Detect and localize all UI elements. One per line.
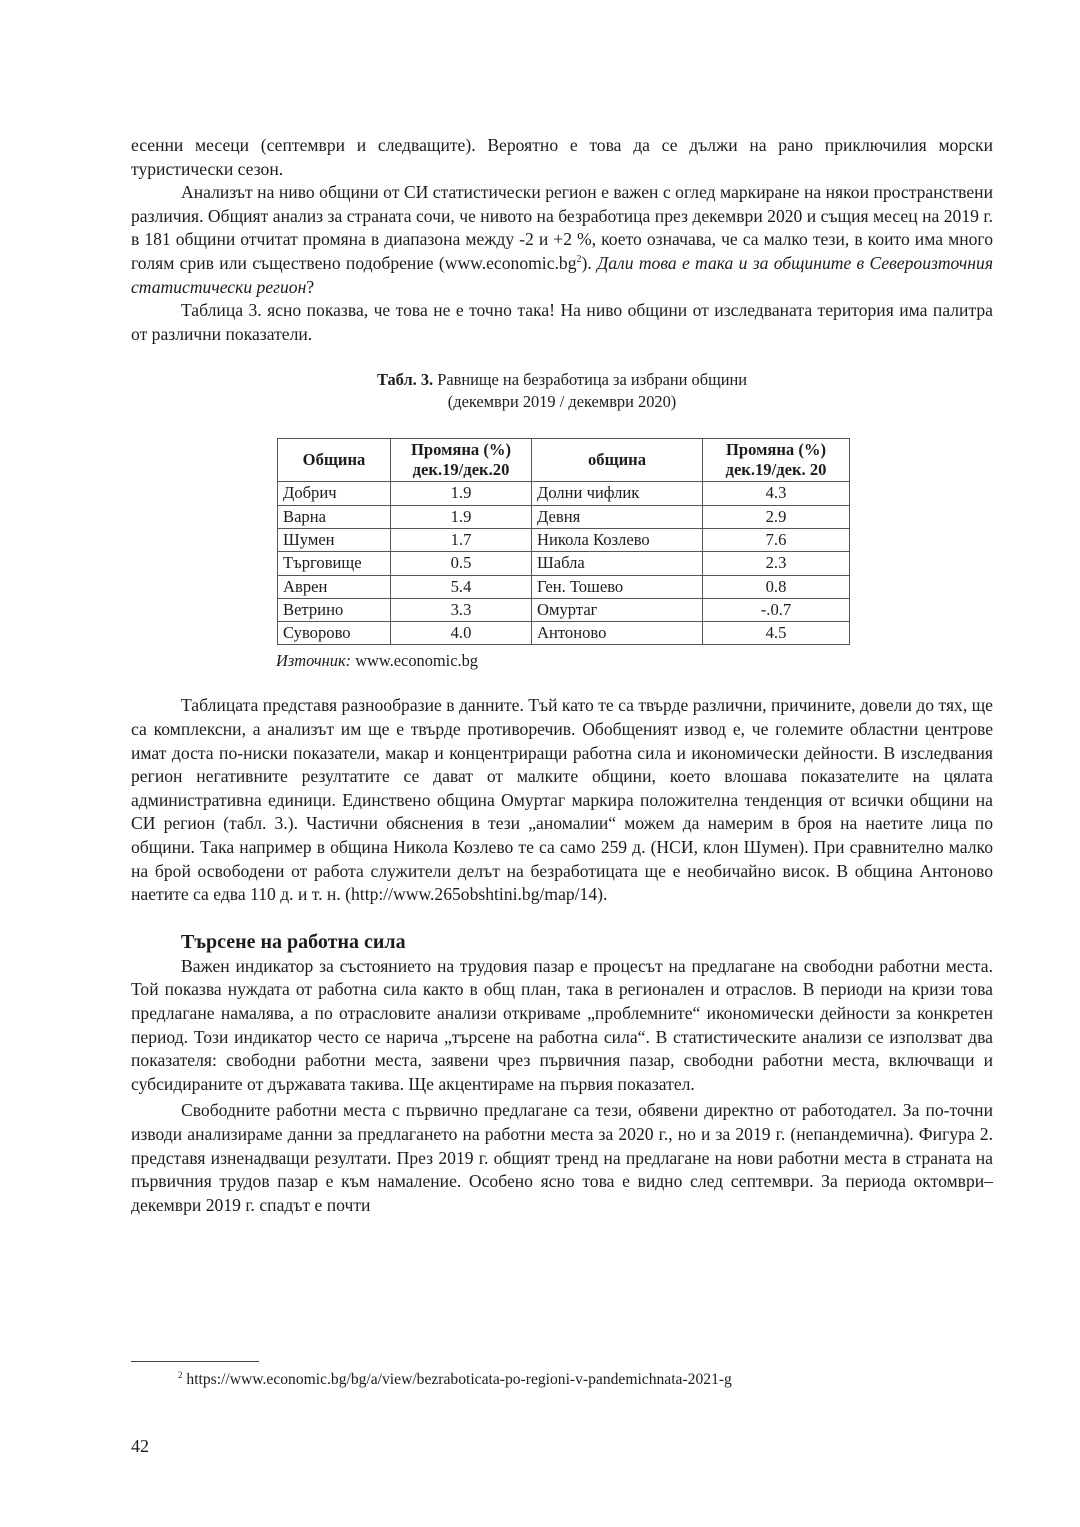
cell-municipality-1: Добрич xyxy=(278,482,391,505)
table-row xyxy=(278,528,850,551)
paragraph-6: Свободните работни места с първично предлагане са тези, обявени директно от работодател. За по-точни изводи анализираме данни за предлагането на работни места за 2020 г., но и за 2019 г. (непандемична). Фигура 2. представя изненадващи резултати. През 2019 г. общият тренд на предлагане на нови работни места в страната на първичния трудов пазар е към намаление. Особено ясно това е видно след септември. За периода октомври–декември 2019 г. спадът е почти xyxy=(131,1100,993,1215)
source-value: www.economic.bg xyxy=(351,651,478,671)
table-header-row xyxy=(278,439,850,482)
cell-change-1: 1.7 xyxy=(391,528,532,551)
paragraph-2-after: ). xyxy=(581,252,598,273)
paragraph-2-question: Дали това е така и за общините в Североизточния статистически регион xyxy=(131,252,993,297)
footnote-divider xyxy=(131,1361,259,1362)
cell-change-2: 2.3 xyxy=(703,552,850,575)
cell-municipality-2: Долни чифлик xyxy=(532,482,703,505)
table-source xyxy=(276,650,993,672)
cell-municipality-1: Ветрино xyxy=(278,598,391,621)
source-label: Източник: xyxy=(276,651,352,671)
footnote-number: 2 xyxy=(178,1369,183,1380)
cell-municipality-1: Търговище xyxy=(278,552,391,575)
cell-municipality-2: Антоново xyxy=(532,622,703,645)
footnote-link[interactable]: https://www.economic.bg/bg/a/view/bezraboticata-po-regioni-v-pandemichnata-2021-g xyxy=(182,1371,732,1388)
table-row xyxy=(278,482,850,505)
table-row xyxy=(278,598,850,621)
cell-municipality-1: Варна xyxy=(278,505,391,528)
table-caption-label: Табл. 3. xyxy=(376,370,434,390)
cell-municipality-1: Шумен xyxy=(278,528,391,551)
cell-change-1: 5.4 xyxy=(391,575,532,598)
footnote-ref[interactable]: 2 xyxy=(576,254,582,266)
cell-change-1: 1.9 xyxy=(391,505,532,528)
table-caption-subtitle: (декември 2019 / декември 2020) xyxy=(447,392,677,412)
unemployment-table xyxy=(277,438,850,645)
paragraph-2-source: (www.economic.bg xyxy=(433,252,577,273)
cell-change-1: 4.0 xyxy=(391,622,532,645)
cell-change-2: 4.3 xyxy=(703,482,850,505)
cell-municipality-2: Ген. Тошево xyxy=(532,575,703,598)
table-row xyxy=(278,575,850,598)
cell-change-1: 1.9 xyxy=(391,482,532,505)
cell-change-1: 0.5 xyxy=(391,552,532,575)
paragraph-2 xyxy=(131,181,993,299)
table-body xyxy=(278,482,850,645)
paragraph-2-text: Анализът на ниво общини от СИ статистически регион е важен с оглед маркиране на някои пространствени различия. Общият анализ за страната сочи, че нивото на безработица през декември 2020 и същия месец на 2019 г. в 181 общини отчитат промяна в диапазона между -2 и +2 %, което означава, че са малко тези, в които има много голям срив или съществено подобрение xyxy=(131,182,993,273)
cell-change-2: 2.9 xyxy=(703,505,850,528)
footnote xyxy=(178,1371,732,1389)
table-row xyxy=(278,622,850,645)
section-heading: Търсене на работна сила xyxy=(181,930,406,953)
header-change-1: Промяна (%) дек.19/дек.20 xyxy=(391,439,532,482)
paragraph-4: Таблицата представя разнообразие в данните. Тъй като те са твърде различни, причините, довели до тях, ще са комплексни, а анализът им ще е твърде противоречив. Обобщеният извод е, че големите областни центрове имат доста по-ниски показатели, макар и концентриращи работна сила и икономически дейности. В изследвания регион негативните резултатите се дават от малките общини, което влошава показателите на цялата административна единици. Единствено община Омуртаг маркира положителна тенденция от всички общини на СИ регион (табл. 3.). Частични обяснения в тези „аномалии“ можем да намерим в броя на наетите лица по общини. Така например в община Никола Козлево те са само 259 д. (НСИ, клон Шумен). При сравнително малко на брой освободени от работа служители делът на безработицата ще е необичайно висок. В община Антоново наетите са едва 110 д. и т. н. (http://www.265obshtini.bg/map/14). xyxy=(131,695,993,905)
header-change-2: Промяна (%) дек.19/дек. 20 xyxy=(703,439,850,482)
cell-change-2: 4.5 xyxy=(703,622,850,645)
cell-municipality-2: Шабла xyxy=(532,552,703,575)
table-row xyxy=(278,552,850,575)
cell-change-2: 0.8 xyxy=(703,575,850,598)
cell-municipality-2: Омуртаг xyxy=(532,598,703,621)
page-body xyxy=(131,134,993,1217)
cell-change-2: -.0.7 xyxy=(703,598,850,621)
cell-municipality-1: Суворово xyxy=(278,622,391,645)
paragraph-3: Таблица 3. ясно показва, че това не е точно така! На ниво общини от изследваната територия има палитра от различни показатели. xyxy=(131,300,993,344)
page-number: 42 xyxy=(131,1436,149,1456)
table-caption xyxy=(131,369,993,413)
table-caption-text: Равнище на безработица за избрани общини xyxy=(433,370,748,390)
header-municipality-2: община xyxy=(532,439,703,482)
cell-municipality-1: Аврен xyxy=(278,575,391,598)
cell-change-2: 7.6 xyxy=(703,528,850,551)
cell-municipality-2: Девня xyxy=(532,505,703,528)
cell-municipality-2: Никола Козлево xyxy=(532,528,703,551)
cell-change-1: 3.3 xyxy=(391,598,532,621)
paragraph-5: Важен индикатор за състоянието на трудовия пазар е процесът на предлагане на свободни работни места. Той показва нуждата от работна сила както в общ план, така в регионален и отраслов. В периоди на кризи това предлагане намалява, а по отрасловите анализи откриваме „проблемните“ икономически дейности за конкретен период. Този индикатор често се нарича „търсене на работна сила“. В статистическите анализи се използват два показателя: свободни работни места, заявени чрез първичния пазар, свободни работни места, включващи и субсидираните от държавата такива. Ще акцентираме на първия показател. xyxy=(131,955,993,1094)
paragraph-2-end: ? xyxy=(306,276,315,297)
table-row xyxy=(278,505,850,528)
header-municipality-1: Община xyxy=(278,439,391,482)
paragraph-1: есенни месеци (септември и следващите). Вероятно е това да се дължи на рано приключилия морски туристически сезон. xyxy=(131,135,993,179)
